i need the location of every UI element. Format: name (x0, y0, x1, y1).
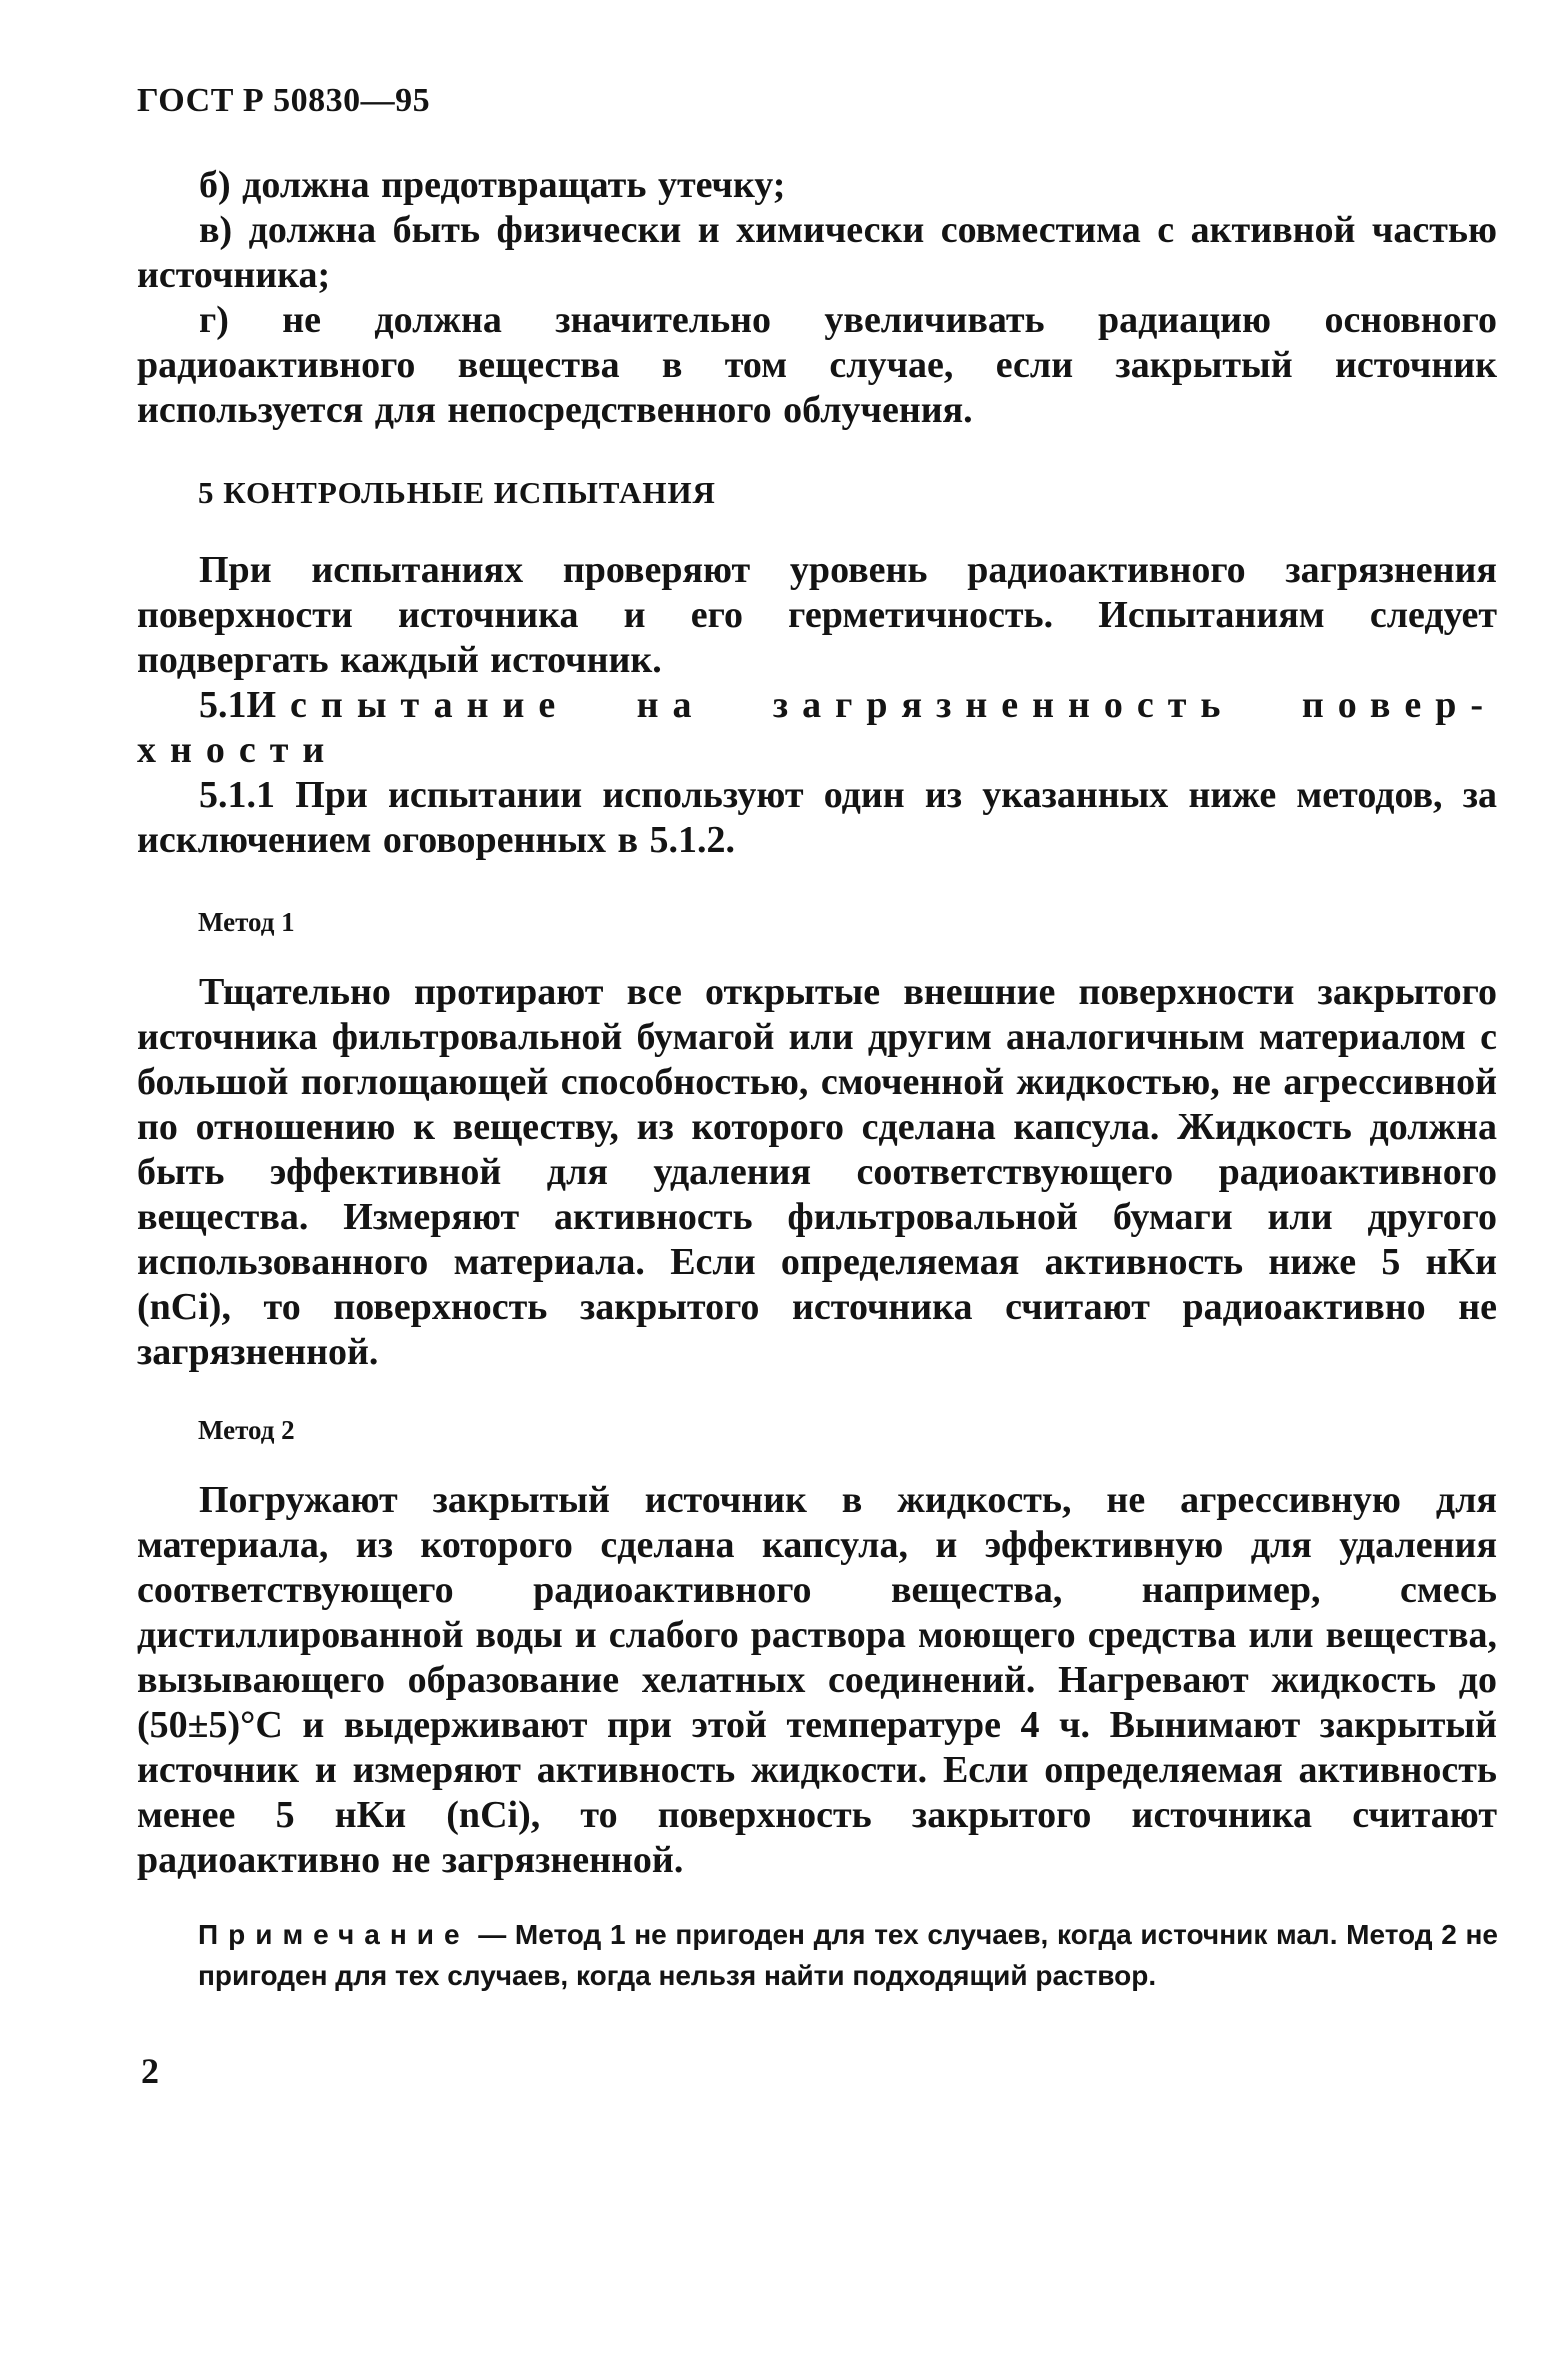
subsection-5-1-title-part2: хности (137, 729, 339, 771)
note-label: Примечание (198, 1919, 470, 1950)
method-1-text: Тщательно протирают все открытые внешние поверхности закрытого источника фильтровальной бумагой или другим аналогичным материалом с большой поглощающей способностью, смоченной жидкостью, не агрессивной по отношению к веществу, из которого сделана капсула. Жидкость должна быть эффективной для удаления соответствующего радиоактивного вещества. Измеряют активность фильтровальной бумаги или другого использованного материала. Если определяемая активность ниже 5 нКи (nCi), то поверхность закрытого источника считают радиоактивно не загрязненной. (137, 971, 1497, 1373)
list-item-v-text: в) должна быть физически и химически совместима с активной частью источника; (137, 209, 1497, 296)
list-item-b (137, 163, 1497, 208)
paragraph-5-1-1 (137, 773, 1497, 863)
note (198, 1914, 1498, 1996)
section-5-paragraph (137, 548, 1497, 683)
method-2-title: Метод 2 (198, 1415, 295, 1445)
note-text: — Метод 1 не пригоден для тех случаев, когда источник мал. Метод 2 не пригоден для тех случаев, когда нельзя найти подходящий раствор. (198, 1919, 1498, 1991)
paragraph-5-1-1-text: 5.1.1 При испытании используют один из указанных ниже методов, за исключением оговоренных в 5.1.2. (137, 774, 1497, 861)
method-2-text: Погружают закрытый источник в жидкость, не агрессивную для материала, из которого сделана капсула, и эффективную для удаления соответствующего радиоактивного вещества, например, смесь дистиллированной воды и слабого раствора моющего средства или вещества, вызывающего образование хелатных соединений. Нагревают жидкость до (50±5)°С и выдерживают при этой температуре 4 ч. Вынимают закрытый источник и измеряют активность жидкости. Если определяемая активность менее 5 нКи (nCi), то поверхность закрытого источника считают радиоактивно не загрязненной. (137, 1479, 1497, 1881)
subsection-5-1-title (137, 683, 1497, 773)
subsection-5-1-number: 5.1 (199, 684, 247, 726)
method-2-paragraph (137, 1478, 1497, 1883)
subsection-5-1-line2 (137, 728, 1497, 773)
page-number: 2 (141, 2051, 159, 2091)
list-item-v (137, 208, 1497, 298)
list-item-g-text: г) не должна значительно увеличивать радиацию основного радиоактивного вещества в том случае, если закрытый источник используется для непосредственного облучения. (137, 299, 1497, 431)
subsection-5-1-line1 (137, 683, 1497, 728)
subsection-5-1-title-part1: Испытание на загрязненность повер- (246, 684, 1497, 726)
section-5-heading: 5 КОНТРОЛЬНЫЕ ИСПЫТАНИЯ (198, 475, 716, 510)
list-item-g (137, 298, 1497, 433)
standard-header: ГОСТ Р 50830—95 (137, 82, 431, 119)
method-1-title: Метод 1 (198, 907, 295, 937)
list-item-b-text: б) должна предотвращать утечку; (199, 164, 786, 206)
method-1-paragraph (137, 970, 1497, 1375)
section-5-text: При испытаниях проверяют уровень радиоактивного загрязнения поверхности источника и его герметичность. Испытаниям следует подвергать каждый источник. (137, 549, 1497, 681)
